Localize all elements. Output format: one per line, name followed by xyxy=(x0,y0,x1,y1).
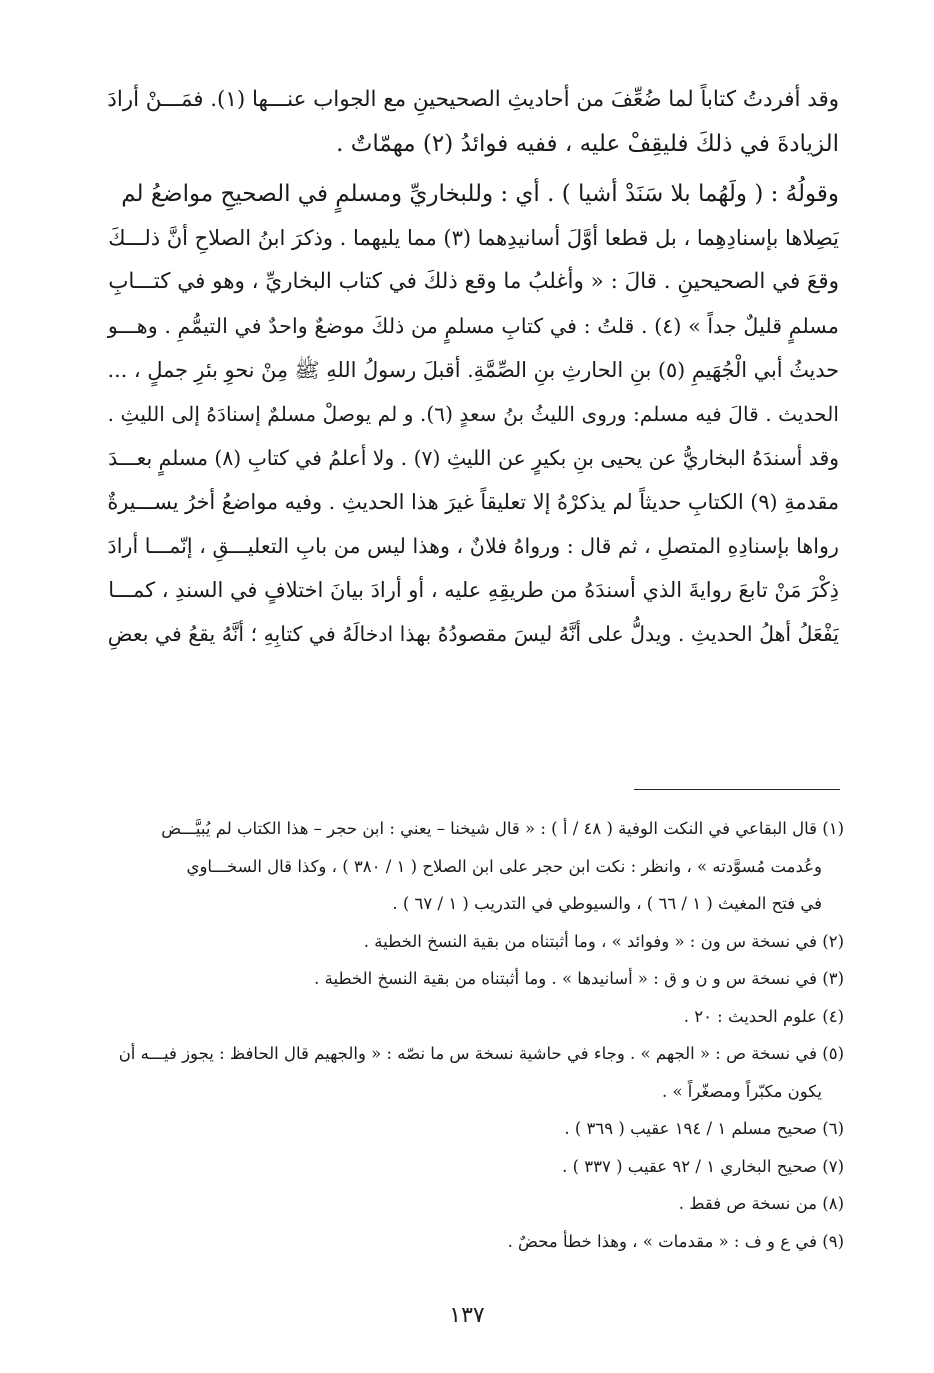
footnote-line: وعُدمت مُسوَّدته » ، وانظر : نكت ابن حجر على ابن الصلاح ( ١ / ٣٨٠ ) ، وكذا قال السخـــاوي xyxy=(186,856,822,876)
main-text-line: ذِكْرَ مَنْ تابعَ روايةَ الذي أسندَهُ من طريقِهِ عليه ، أو أرادَ بيانَ اختلافٍ في السندِ ، كمـــا xyxy=(108,578,839,602)
main-text-line: وقعَ في الصحيحينِ . قالَ : « وأغلبُ ما وقع ذلكَ في كتاب البخاريِّ ، وهو في كتـــابِ xyxy=(108,269,839,294)
main-text-line: وقولُهُ : ( ولَهُما بلا سَنَدْ أشيا ) . أي : وللبخاريِّ ومسلمٍ في الصحيحِ مواضعُ لم xyxy=(121,181,839,207)
footnote-line: (٥) في نسخة ص : « الجهم » . وجاء في حاشية نسخة س ما نصّه : « والجهيم قال الحافظ : يجوز فيـــه أن xyxy=(118,1044,844,1063)
footnote-line: (٤) علوم الحديث : ٢٠ . xyxy=(683,1006,844,1026)
main-text xyxy=(100,78,839,656)
main-text-line: وقد أسندَهُ البخاريُّ عن يحيى بنِ بكيرٍ عن الليثِ (٧) . ولا أعلمُ في كتابِ (٨) مسلمٍ بعـــدَ xyxy=(108,446,839,470)
main-text-line: يَفْعَلُ أهلُ الحديثِ . ويدلُّ على أنَّهُ ليسَ مقصودُهُ بهذا ادخالَهُ في كتابِهِ ؛ أنَّهُ يقعُ في بعضِ xyxy=(107,622,839,646)
footnote-line: (٨) من نسخة ص فقط . xyxy=(678,1194,844,1213)
footnote-line: في فتح المغيث ( ١ / ٦٦ ) ، والسيوطي في التدريب ( ١ / ٦٧ ) . xyxy=(392,894,822,913)
main-text-line: يَصِلاها بإسنادِهِما ، بل قطعا أوَّلَ أسانيدِهما (٣) مما يليهما . وذكرَ ابنُ الصلاحِ أنَّ ذلـــكَ xyxy=(108,226,839,250)
footnote-separator xyxy=(634,789,840,790)
footnote-line: (١) قال البقاعي في النكت الوفية ( ٤٨ / أ ) : « قال شيخنا – يعني : ابن حجر – هذا الكتاب لم يُبيَّـــض xyxy=(161,819,844,838)
footnotes xyxy=(100,810,844,1260)
footnote-line: (٢) في نسخة س ون : « وفوائد » ، وما أثبتناه من بقية النسخ الخطية . xyxy=(363,931,844,951)
main-text-line: حديثُ أبي الْجُهَيمِ (٥) بنِ الحارثِ بنِ الصِّمَّةِ. أقبلَ رسولُ اللهِ ﷺ مِنْ نحوِ بئرِ جملٍ ، ... xyxy=(107,358,839,382)
page-number: ١٣٧ xyxy=(449,1303,485,1328)
main-text-line: الحديث . قالَ فيه مسلم: وروى الليثُ بنُ سعدٍ (٦). و لم يوصلْ مسلمٌ إسنادَهُ إلى الليثِ . xyxy=(107,402,839,426)
main-text-line: مسلمٍ قليلٌ جداً » (٤) . قلتُ : في كتابِ مسلمٍ من ذلكَ موضعٌ واحدٌ في التيمُّمِ . وهـــو xyxy=(107,314,839,338)
footnote-line: (٧) صحيح البخاري ١ / ٩٢ عقيب ( ٣٣٧ ) . xyxy=(562,1156,844,1176)
footnote-line: (٣) في نسخة س و ن و ق : « أسانيدها » . وما أثبتناه من بقية النسخ الخطية . xyxy=(314,969,844,988)
main-text-line: رواها بإسنادِهِ المتصلِ ، ثم قال : ورواهُ فلانٌ ، وهذا ليس من بابِ التعليـــقِ ، إنّمـــا أرادَ xyxy=(107,534,839,558)
main-text-line: وقد أفردتُ كتاباً لما ضُعِّفَ من أحاديثِ الصحيحينِ مع الجواب عنـــها (١). فمَـــنْ أرادَ xyxy=(107,87,839,112)
main-text-line: الزيادةَ في ذلكَ فليقِفْ عليه ، ففيه فوائدُ (٢) مهمّاتٌ . xyxy=(336,131,839,157)
footnote-line: (٦) صحيح مسلم ١ / ١٩٤ عقيب ( ٣٦٩ ) . xyxy=(564,1119,844,1138)
main-text-line: مقدمةِ (٩) الكتابِ حديثاً لم يذكرْهُ إلا تعليقاً غيرَ هذا الحديثِ . وفيه مواضعُ أخرُ يســـيرةٌ xyxy=(107,490,839,514)
footnote-line: (٩) في ع و ف : « مقدمات » ، وهذا خطأ محضٌ . xyxy=(507,1231,844,1251)
footnote-line: يكون مكبّراً ومصغّراً » . xyxy=(661,1081,822,1101)
